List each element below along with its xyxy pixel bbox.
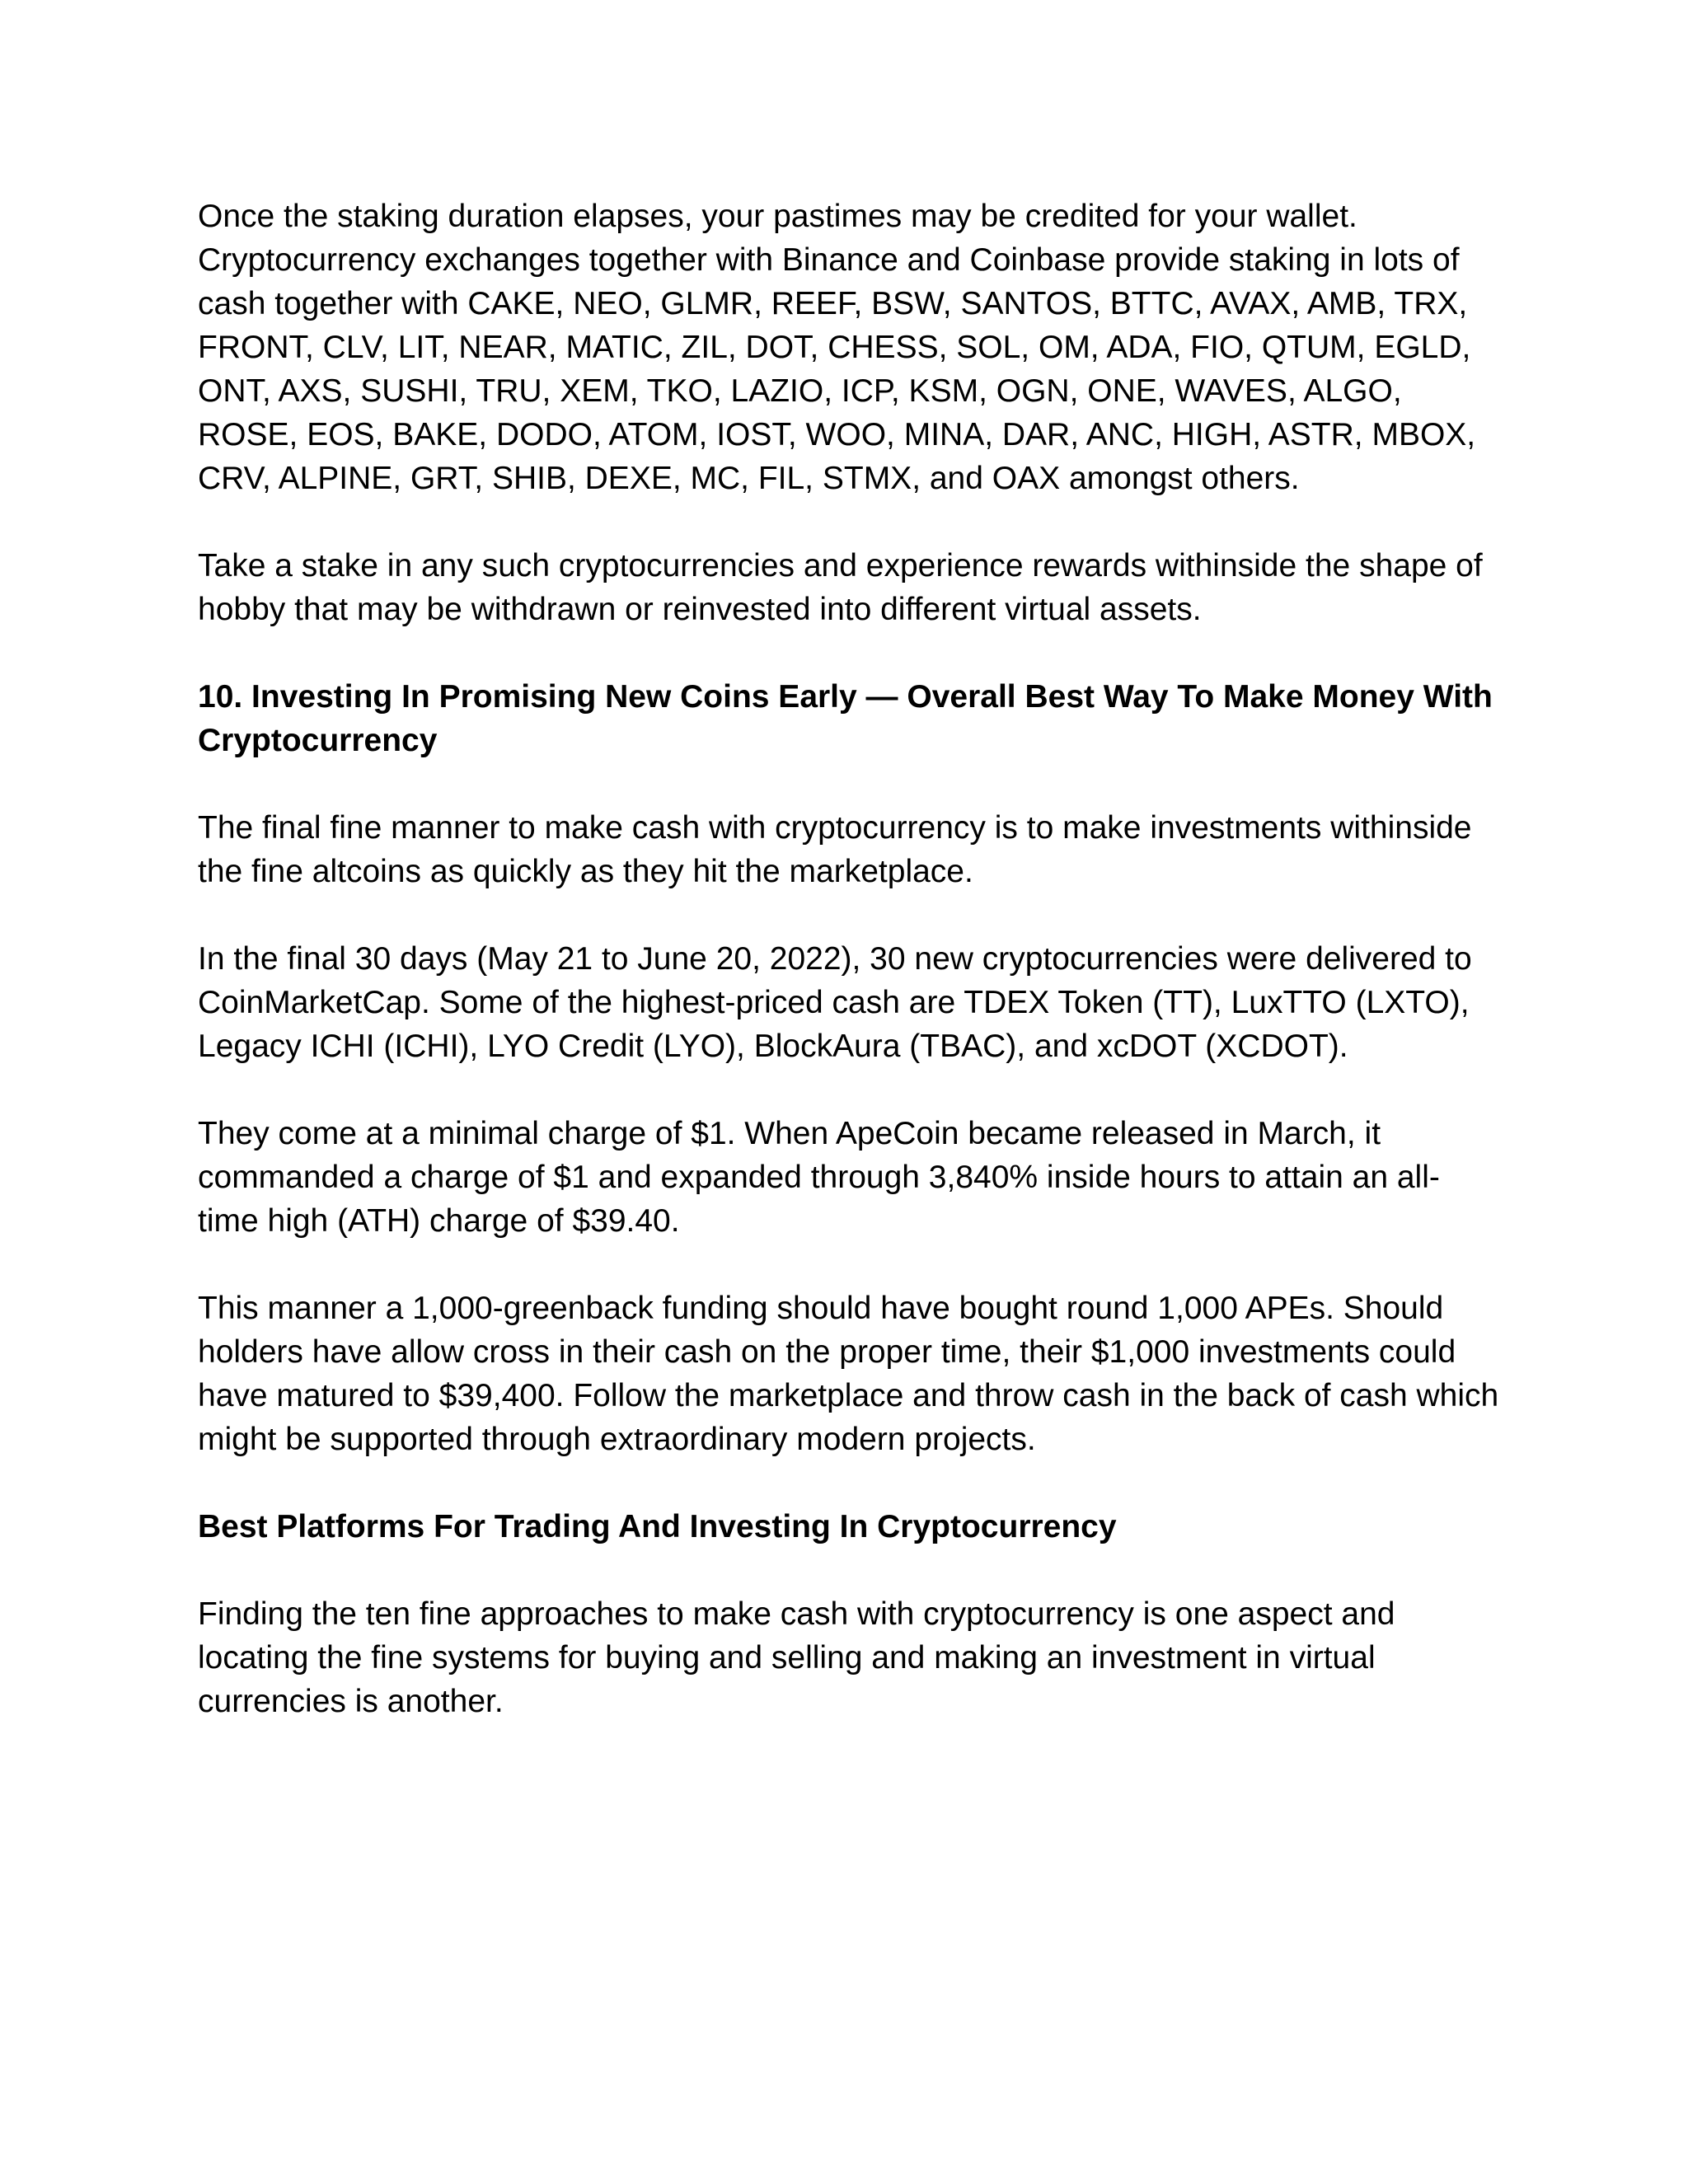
- document-page: [198, 194, 1500, 1723]
- paragraph-altcoins: The final fine manner to make cash with cryptocurrency is to make investments withinside the fine altcoins as quickly as they hit the marketplace.: [198, 810, 1472, 889]
- paragraph-take-stake: Take a stake in any such cryptocurrencies and experience rewards withinside the shape of hobby that may be withdrawn or reinvested into different virtual assets.: [198, 548, 1483, 627]
- paragraph-apecoin: They come at a minimal charge of $1. When ApeCoin became released in March, it commanded a charge of $1 and expanded through 3,840% inside hours to attain an all-time high (ATH) charge of $39.40.: [198, 1116, 1440, 1239]
- heading-best-platforms: Best Platforms For Trading And Investing In Cryptocurrency: [198, 1509, 1117, 1544]
- paragraph-platforms: Finding the ten fine approaches to make cash with cryptocurrency is one aspect and locating the fine systems for buying and selling and making an investment in virtual currencies is another.: [198, 1596, 1395, 1719]
- paragraph-staking-rewards: Once the staking duration elapses, your pastimes may be credited for your wallet. Cryptocurrency exchanges together with Binance and Coinbase provide staking in lots of cash together with CAKE, NEO, GLMR, REEF, BSW, SANTOS, BTTC, AVAX, AMB, TRX, FRONT, CLV, LIT, NEAR, MATIC, ZIL, DOT, CHESS, SOL, OM, ADA, FIO, QTUM, EGLD, ONT, AXS, SUSHI, TRU, XEM, TKO, LAZIO, ICP, KSM, OGN, ONE, WAVES, ALGO, ROSE, EOS, BAKE, DODO, ATOM, IOST, WOO, MINA, DAR, ANC, HIGH, ASTR, MBOX, CRV, ALPINE, GRT, SHIB, DEXE, MC, FIL, STMX, and OAX amongst others.: [198, 199, 1476, 496]
- heading-investing-new-coins: 10. Investing In Promising New Coins Early — Overall Best Way To Make Money With Cryptocurrency: [198, 679, 1493, 758]
- paragraph-investment-example: This manner a 1,000-greenback funding should have bought round 1,000 APEs. Should holders have allow cross in their cash on the proper time, their $1,000 investments could have matured to $39,400. Follow the marketplace and throw cash in the back of cash which might be supported through extraordinary modern projects.: [198, 1291, 1499, 1457]
- paragraph-new-cryptocurrencies: In the final 30 days (May 21 to June 20, 2022), 30 new cryptocurrencies were delivered to CoinMarketCap. Some of the highest-priced cash are TDEX Token (TT), LuxTTO (LXTO), Legacy ICHI (ICHI), LYO Credit (LYO), BlockAura (TBAC), and xcDOT (XCDOT).: [198, 941, 1472, 1064]
